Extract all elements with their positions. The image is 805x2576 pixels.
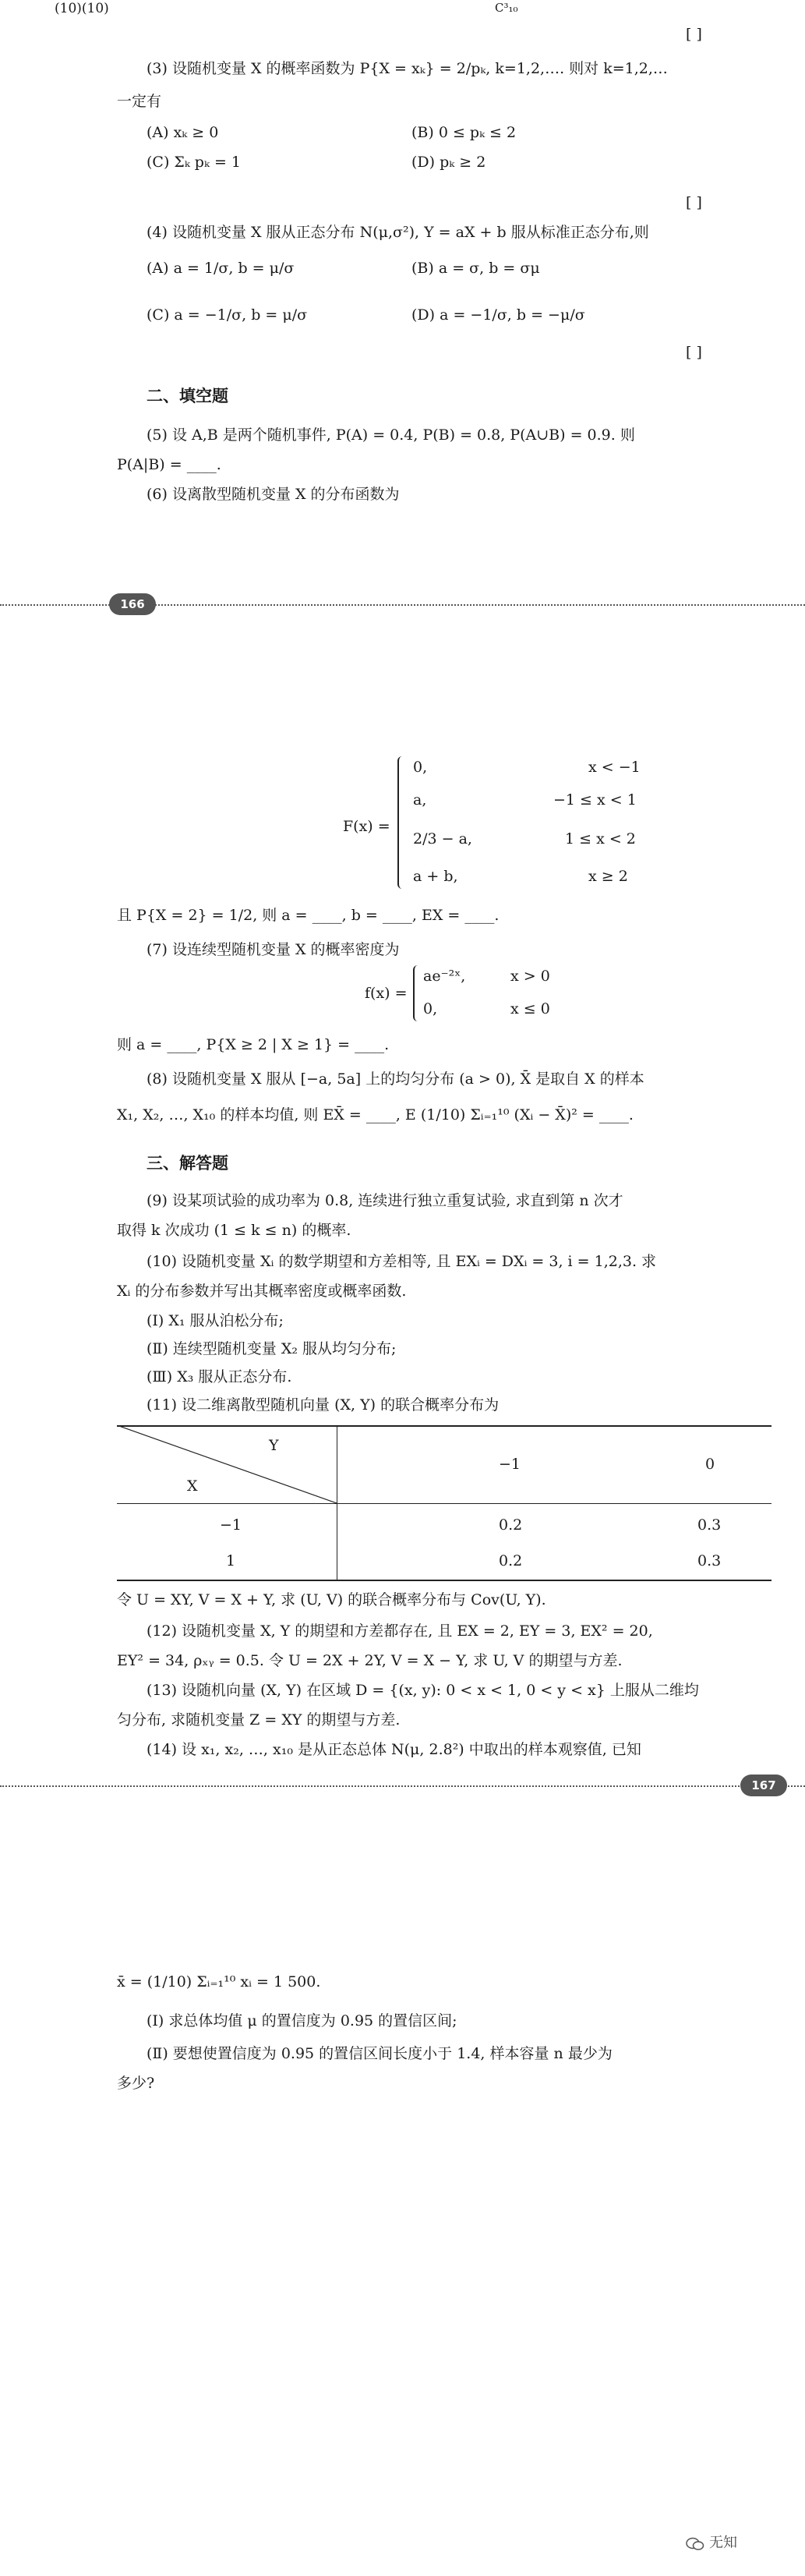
- page-divider: [0, 1785, 805, 1787]
- q7-lhs: f(x) =: [365, 985, 408, 1002]
- q9-line1: (9) 设某项试验的成功率为 0.8, 连续进行独立重复试验, 求直到第 n 次才: [147, 1192, 623, 1209]
- answer-bracket: [ ]: [686, 344, 702, 361]
- q3-option-d: (D) pₖ ≥ 2: [411, 154, 486, 171]
- cdf-row-1-cond: x < −1: [588, 759, 641, 776]
- q3-option-c: (C) Σₖ pₖ = 1: [147, 154, 241, 171]
- cdf-brace: [397, 756, 402, 889]
- table-col-header: 0: [705, 1456, 715, 1473]
- q12-line1: (12) 设随机变量 X, Y 的期望和方差都存在, 且 EX = 2, EY = 3, EX² = 20,: [147, 1622, 653, 1640]
- table-corner-x: X: [187, 1477, 198, 1495]
- q7-brace: [413, 965, 418, 1021]
- q11-line2: 令 U = XY, V = X + Y, 求 (U, V) 的联合概率分布与 Cov(U, Y).: [117, 1591, 546, 1608]
- q14-part-iii: 多少?: [117, 2075, 155, 2092]
- cdf-row-3-value: 2/3 − a,: [413, 830, 472, 847]
- q10-part-iii: (Ⅲ) X₃ 服从正态分布.: [147, 1368, 292, 1385]
- answer-bracket: [ ]: [686, 194, 702, 211]
- q3-option-b: (B) 0 ≤ pₖ ≤ 2: [411, 124, 517, 141]
- q4-option-d: (D) a = −1/σ, b = −μ/σ: [411, 306, 585, 324]
- q10-part-i: (Ⅰ) X₁ 服从泊松分布;: [147, 1312, 284, 1329]
- cdf-row-4-cond: x ≥ 2: [588, 868, 628, 885]
- q14-part-i: (Ⅰ) 求总体均值 μ 的置信度为 0.95 的置信区间;: [147, 2012, 457, 2029]
- q4-text: (4) 设随机变量 X 服从正态分布 N(μ,σ²), Y = aX + b 服从标准正态分布,则: [147, 224, 649, 241]
- q10-line2: Xᵢ 的分布参数并写出其概率密度或概率函数.: [117, 1283, 407, 1300]
- table-corner-y: Y: [269, 1437, 279, 1454]
- page-number-badge: 167: [740, 1775, 787, 1796]
- table-row-header: 1: [226, 1552, 236, 1569]
- q8-line2: X₁, X₂, …, X₁₀ 的样本均值, 则 EX̄ = ____, E (1/10) Σᵢ₌₁¹⁰ (Xᵢ − X̄)² = ____.: [117, 1106, 634, 1123]
- q5-line2: P(A|B) = ____.: [117, 456, 221, 473]
- q14-part-ii: (Ⅱ) 要想使置信度为 0.95 的置信区间长度小于 1.4, 样本容量 n 最少为: [147, 2045, 613, 2062]
- q4-option-c: (C) a = −1/σ, b = μ/σ: [147, 306, 308, 324]
- q7-line1: (7) 设连续型随机变量 X 的概率密度为: [147, 941, 400, 958]
- q11-line1: (11) 设二维离散型随机向量 (X, Y) 的联合概率分布为: [147, 1396, 500, 1414]
- watermark-text: 无知: [709, 2535, 737, 2551]
- joint-distribution-table: [117, 1425, 771, 1581]
- top-fragment-right: C³₁₀: [495, 1, 518, 15]
- table-col-header: −1: [499, 1456, 521, 1473]
- table-cell: 0.2: [499, 1552, 523, 1569]
- q4-option-a: (A) a = 1/σ, b = μ/σ: [147, 260, 295, 277]
- q4-option-b: (B) a = σ, b = σμ: [411, 260, 540, 277]
- cdf-row-2-cond: −1 ≤ x < 1: [553, 791, 637, 809]
- q7-row-2-value: 0,: [423, 1000, 438, 1017]
- table-cell: 0.3: [697, 1552, 722, 1569]
- q14-line2: x̄ = (1/10) Σᵢ₌₁¹⁰ xᵢ = 1 500.: [117, 1973, 321, 1990]
- table-row-header: −1: [220, 1516, 242, 1534]
- q13-line1: (13) 设随机向量 (X, Y) 在区域 D = {(x, y): 0 < x < 1, 0 < y < x} 上服从二维均: [147, 1682, 699, 1699]
- q3-text2: 一定有: [117, 93, 162, 110]
- q7-row-1-value: ae⁻²ˣ,: [423, 968, 466, 985]
- section-answer-heading: 三、解答题: [147, 1154, 228, 1173]
- q12-line2: EY² = 34, ρₓᵧ = 0.5. 令 U = 2X + 2Y, V = X − Y, 求 U, V 的期望与方差.: [117, 1652, 623, 1669]
- q14-line1: (14) 设 x₁, x₂, …, x₁₀ 是从正态总体 N(μ, 2.8²) 中取出的样本观察值, 已知: [147, 1741, 641, 1758]
- section-fill-in-heading: 二、填空题: [147, 387, 228, 405]
- cdf-row-3-cond: 1 ≤ x < 2: [565, 830, 636, 847]
- page-number-badge: 166: [109, 593, 156, 615]
- q7-row-2-cond: x ≤ 0: [510, 1000, 550, 1017]
- table-corner-diagonal: [117, 1425, 337, 1503]
- cdf-row-4-value: a + b,: [413, 868, 458, 885]
- top-fragment-left: (10)(10): [55, 1, 109, 16]
- q6-continuation: 且 P{X = 2} = 1/2, 则 a = ____, b = ____, EX = ____.: [117, 907, 500, 924]
- q6-line1: (6) 设离散型随机变量 X 的分布函数为: [147, 486, 400, 503]
- cdf-lhs: F(x) =: [343, 818, 390, 835]
- q13-line2: 匀分布, 求随机变量 Z = XY 的期望与方差.: [117, 1711, 401, 1729]
- q3-option-a: (A) xₖ ≥ 0: [147, 124, 219, 141]
- q8-line1: (8) 设随机变量 X 服从 [−a, 5a] 上的均匀分布 (a > 0), X̄ 是取自 X 的样本: [147, 1070, 644, 1088]
- q10-part-ii: (Ⅱ) 连续型随机变量 X₂ 服从均匀分布;: [147, 1340, 397, 1357]
- table-cell: 0.2: [499, 1516, 523, 1534]
- q7-line2: 则 a = ____, P{X ≥ 2 | X ≥ 1} = ____.: [117, 1036, 390, 1053]
- q10-line1: (10) 设随机变量 Xᵢ 的数学期望和方差相等, 且 EXᵢ = DXᵢ = 3, i = 1,2,3. 求: [147, 1253, 657, 1270]
- table-cell: 0.3: [697, 1516, 722, 1534]
- cdf-row-1-value: 0,: [413, 759, 428, 776]
- answer-bracket: [ ]: [686, 26, 702, 43]
- q9-line2: 取得 k 次成功 (1 ≤ k ≤ n) 的概率.: [117, 1222, 351, 1239]
- q3-text: (3) 设随机变量 X 的概率函数为 P{X = xₖ} = 2/pₖ, k=1,2,…. 则对 k=1,2,…: [147, 60, 668, 77]
- q7-row-1-cond: x > 0: [510, 968, 550, 985]
- wechat-icon: [686, 2537, 704, 2551]
- cdf-row-2-value: a,: [413, 791, 427, 809]
- q5-line1: (5) 设 A,B 是两个随机事件, P(A) = 0.4, P(B) = 0.8, P(A∪B) = 0.9. 则: [147, 426, 635, 444]
